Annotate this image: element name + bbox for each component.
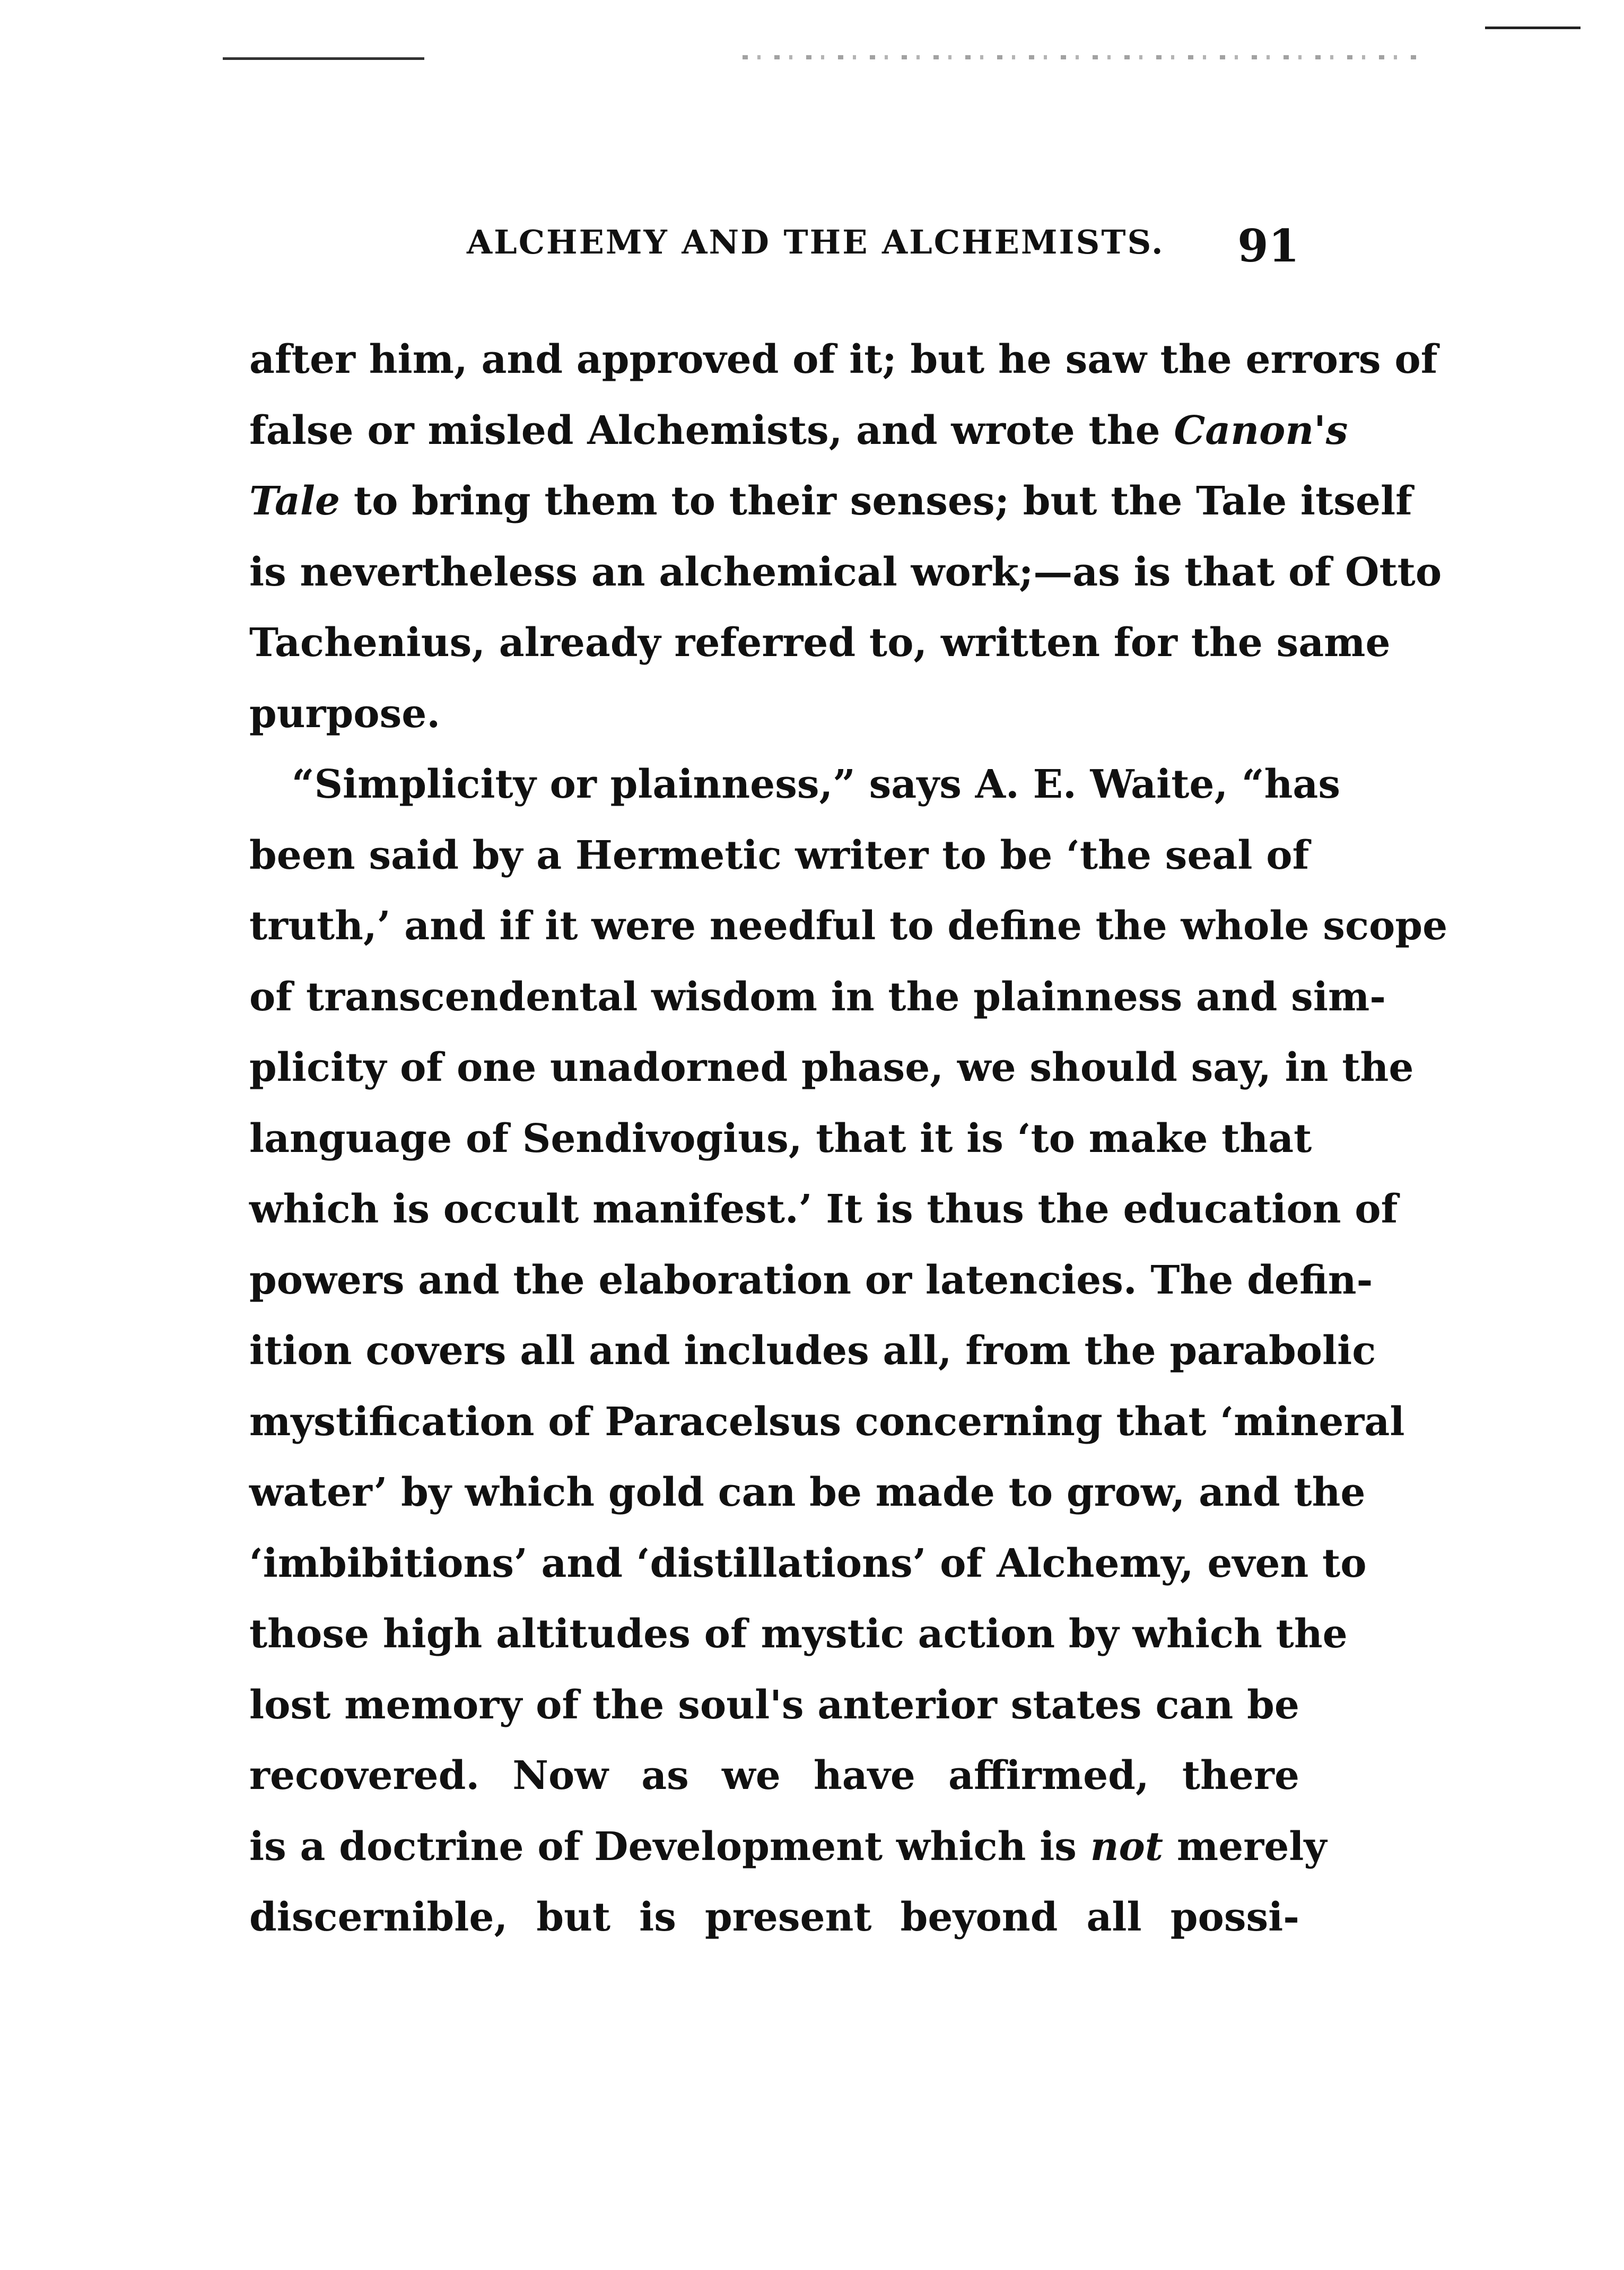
- running-head: ALCHEMY AND THE ALCHEMISTS.: [467, 223, 1165, 261]
- text-line: water’ by which gold can be made to grow, and the: [249, 1470, 1366, 1515]
- text-line: lost memory of the soul's anterior states can be: [249, 1682, 1299, 1728]
- text-line: truth,’ and if it were needful to define the whole scope: [249, 903, 1448, 949]
- text-line: of transcendental wisdom in the plainness and sim-: [249, 974, 1386, 1020]
- text-line: Tachenius, already referred to, written for the same: [249, 620, 1391, 666]
- text-line: false or misled Alchemists, and wrote the Canon's: [249, 407, 1348, 453]
- text-line: “Simplicity or plainness,” says A. E. Waite, “has: [292, 762, 1341, 807]
- text-line: discernible, but is present beyond all possi-: [249, 1894, 1299, 1940]
- text-line: ition covers all and includes all, from the parabolic: [249, 1328, 1376, 1374]
- text-line: is nevertheless an alchemical work;—as is that of Otto: [249, 549, 1442, 595]
- text-line: recovered. Now as we have affirmed, there: [249, 1753, 1299, 1798]
- page-number: 91: [1237, 220, 1299, 272]
- text-line: been said by a Hermetic writer to be ‘the seal of: [249, 832, 1309, 878]
- scan-artifact-rule: [1485, 27, 1581, 29]
- scan-artifact-noise: [743, 55, 1421, 59]
- text-line: powers and the elaboration or latencies. The defin-: [249, 1257, 1373, 1303]
- text-line: is a doctrine of Development which is not merely: [249, 1823, 1327, 1870]
- text-line: those high altitudes of mystic action by which the: [249, 1611, 1348, 1657]
- text-line: plicity of one unadorned phase, we should say, in the: [249, 1045, 1414, 1090]
- text-line: language of Sendivogius, that it is ‘to make that: [249, 1115, 1312, 1162]
- text-line: ‘imbibitions’ and ‘distillations’ of Alchemy, even to: [249, 1540, 1367, 1586]
- text-line: Tale to bring them to their senses; but the Tale itself: [249, 478, 1412, 524]
- italic-phrase: Canon's: [1174, 407, 1348, 453]
- text-line: mystification of Paracelsus concerning that ‘mineral: [249, 1399, 1405, 1445]
- italic-phrase: not: [1090, 1823, 1164, 1870]
- italic-phrase: Tale: [249, 478, 340, 524]
- text-line: purpose.: [249, 691, 441, 737]
- text-line: after him, and approved of it; but he saw the errors of: [249, 337, 1438, 382]
- body-text: [249, 325, 1448, 1953]
- scan-artifact-rule: [223, 57, 424, 60]
- text-line: which is occult manifest.’ It is thus the education of: [249, 1186, 1398, 1232]
